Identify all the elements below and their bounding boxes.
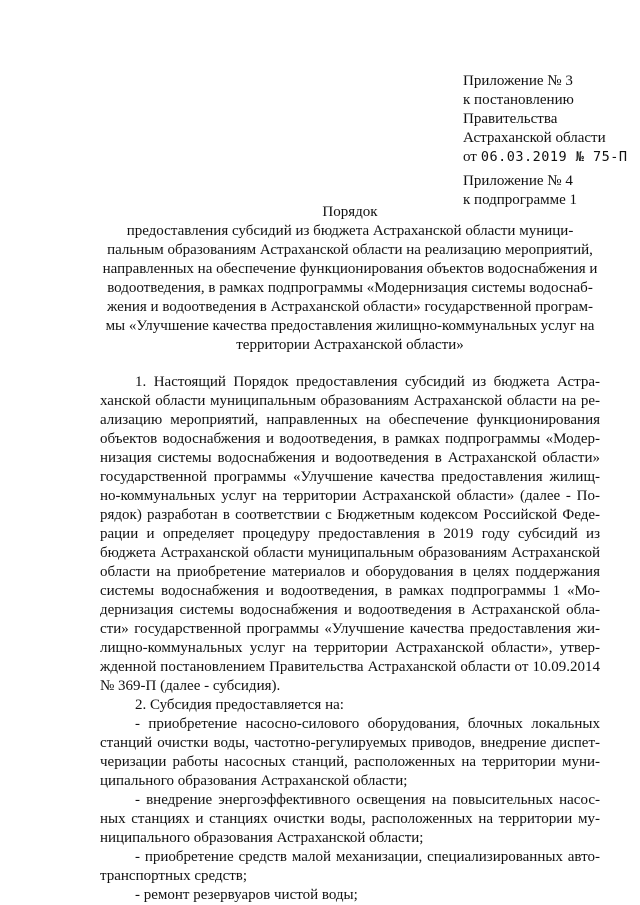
body-line: черизации работы насосных станций, расположенных на территории муни- [100, 754, 600, 770]
title-line: предоставления субсидий из бюджета Астраханской области муници- [126, 223, 574, 239]
attachment-block-main [463, 72, 628, 167]
title-heading: Порядок [322, 204, 378, 220]
body-line: - приобретение насосно-силового оборудования, блочных локальных [135, 716, 600, 732]
body-line: 1. Настоящий Порядок предоставления субсидий из бюджета Астра- [135, 374, 600, 390]
title-line: жения и водоотведения в Астраханской области» государственной програм- [107, 299, 593, 315]
attachment-line: Приложение № 4 [463, 173, 573, 189]
body-line: ципального образования Астраханской области; [100, 773, 408, 789]
attachment-line: к постановлению [463, 92, 574, 108]
body-line: но-коммунальных услуг на территории Астраханской области» (далее - По- [100, 488, 600, 504]
body-line: ниципального образования Астраханской области; [100, 830, 424, 846]
body-line: объектов водоснабжения и водоотведения, в рамках подпрограммы «Модер- [100, 431, 600, 447]
title-line: мы «Улучшение качества предоставления жилищно-коммунальных услуг на [105, 318, 595, 334]
body-line: области на приобретение материалов и оборудования в целях поддержания [100, 564, 600, 580]
body-line: ализацию мероприятий, направленных на обеспечение функционирования [100, 412, 600, 428]
body-line: государственной программы «Улучшение качества предоставления жилищ- [100, 469, 600, 485]
body-line: сти» государственной программы «Улучшение качества предоставления жи- [100, 621, 600, 637]
title-line: водоотведения, в рамках подпрограммы «Модернизация системы водоснаб- [107, 280, 593, 296]
body-line: станций очистки воды, частотно-регулируемых приводов, внедрение диспет- [100, 735, 600, 751]
body-line: ханской области муниципальным образованиям Астраханской области на ре- [100, 393, 600, 409]
body-line: системы водоснабжения и водоотведения, в рамках подпрограммы 1 «Мо- [100, 583, 600, 599]
body-line: рядок) разработан в соответствии с Бюджетным кодексом Российской Феде- [100, 507, 600, 523]
document-title [100, 203, 600, 355]
body-line: дернизация системы водоснабжения и водоотведения в Астраханской обла- [100, 602, 600, 618]
body-line: ных станциях и станциях очистки воды, расположенных на территории му- [100, 811, 600, 827]
body-line: лищно-коммунальных услуг на территории Астраханской области», утвер- [100, 640, 600, 656]
attachment-line: Астраханской области [463, 130, 606, 146]
attachment-date-line [463, 148, 628, 167]
body-line: - внедрение энергоэффективного освещения на повысительных насос- [135, 792, 600, 808]
body-line: жденной постановлением Правительства Астраханской области от 10.09.2014 [100, 659, 600, 675]
date-prefix: от [463, 149, 477, 165]
title-line: направленных на обеспечение функционирования объектов водоснабжения и [102, 261, 598, 277]
body-line: бюджета Астраханской области муниципальным образованиям Астраханской [100, 545, 600, 561]
attachment-line: Правительства [463, 111, 558, 127]
title-line: территории Астраханской области» [236, 337, 464, 353]
body-line: 2. Субсидия предоставляется на: [135, 697, 344, 713]
document-body [100, 373, 600, 905]
body-line: - приобретение средств малой механизации, специализированных авто- [135, 849, 600, 865]
body-line: низация системы водоснабжения и водоотведения в Астраханской области» [100, 450, 600, 466]
handwritten-date-number: 06.03.2019 № 75-П [480, 149, 628, 165]
body-line: № 369-П (далее - субсидия). [100, 678, 281, 694]
title-line: пальным образованиям Астраханской области на реализацию мероприятий, [107, 242, 593, 258]
attachment-line: Приложение № 3 [463, 73, 573, 89]
attachment-line: к подпрограмме 1 [463, 192, 577, 208]
body-line: транспортных средств; [100, 868, 248, 884]
body-line: рации и определяет процедуру предоставления в 2019 году субсидий из [100, 526, 600, 542]
body-line: - ремонт резервуаров чистой воды; [135, 887, 358, 903]
